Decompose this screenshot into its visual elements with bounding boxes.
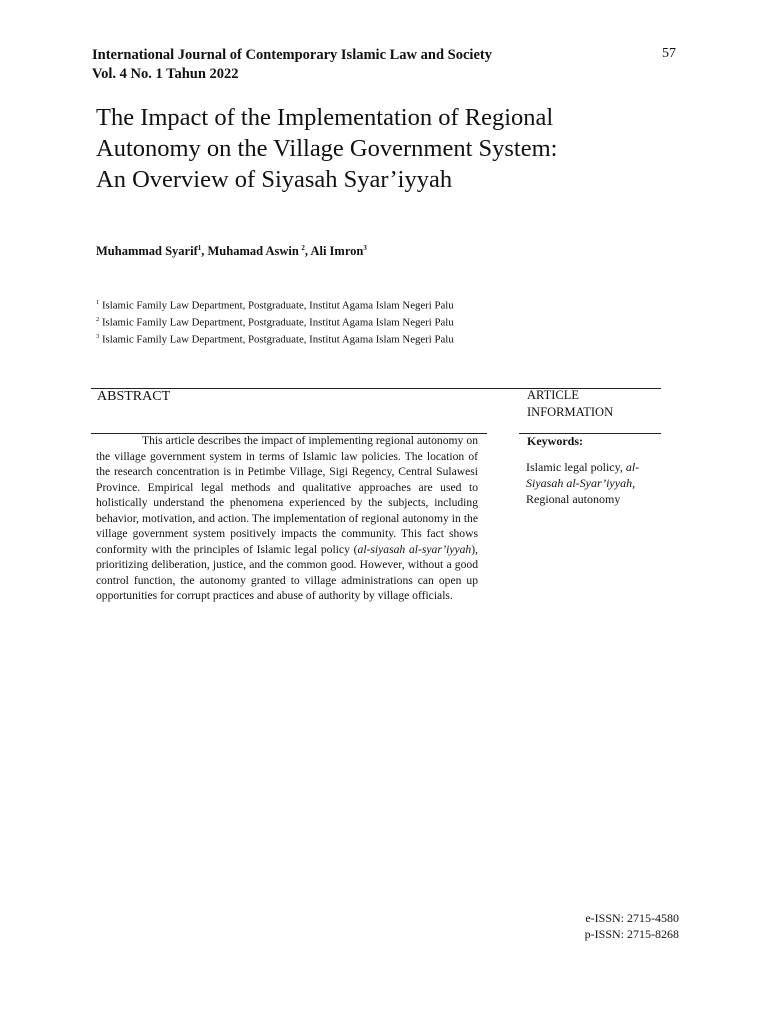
author-separator: , xyxy=(304,244,311,259)
abstract-body xyxy=(96,433,478,604)
affiliation xyxy=(96,330,454,347)
title-line: An Overview of Siyasah Syar’iyyah xyxy=(96,166,453,193)
keywords-label: Keywords: xyxy=(527,434,583,448)
author-list xyxy=(96,244,367,259)
abstract-text: ), prioritizing deliberation, justice, and the common good. However, without a good control function, the autonomy granted to village administrations can open up opportunities for corrupt practices and abuse of authority by village officials. xyxy=(96,542,478,602)
affiliation xyxy=(96,296,454,313)
author-name: Ali Imron xyxy=(310,244,364,259)
journal-header xyxy=(92,46,492,84)
affiliation-list xyxy=(96,296,454,347)
author-affil-mark: 1 xyxy=(197,244,202,252)
affiliation-mark: 3 xyxy=(96,333,100,341)
pissn: p-ISSN: 2715-8268 xyxy=(584,927,679,941)
eissn: e-ISSN: 2715-4580 xyxy=(585,911,679,925)
affiliation-text: Islamic Family Law Department, Postgraduate, Institut Agama Islam Negeri Palu xyxy=(101,316,454,329)
keywords-list xyxy=(526,459,662,507)
keyword-italic: al-Siyasah al-Syar’iyyah, xyxy=(526,460,640,490)
author-affil-mark: 3 xyxy=(363,244,367,252)
affiliation-text: Islamic Family Law Department, Postgraduate, Institut Agama Islam Negeri Palu xyxy=(101,299,454,312)
page-number: 57 xyxy=(662,46,676,61)
keyword: Islamic legal policy, xyxy=(526,460,626,474)
paper-title xyxy=(96,102,696,195)
affiliation-text: Islamic Family Law Department, Postgraduate, Institut Agama Islam Negeri Palu xyxy=(101,333,454,346)
abstract-italic-term: al-siyasah al-syar’iyyah xyxy=(357,542,472,556)
affiliation-mark: 2 xyxy=(96,316,100,324)
issn-block xyxy=(585,910,679,942)
abstract-text: This article describes the impact of implementing regional autonomy on the village government system in terms of Islamic law policies. The location of the research concentration is in Petimbe Village, Sigi Regency, Central Sulawesi Province. Empirical legal methods and qualitative approaches are used to holistically understand the phenomena experienced by the subjects, including behavior, motivation, and action. The implementation of regional autonomy in the village government system positively impacts the community. This fact shows conformity with the principles of Islamic legal policy ( xyxy=(96,434,478,556)
article-info-heading xyxy=(527,387,613,421)
affiliation-mark: 1 xyxy=(96,299,100,306)
author-affil-mark: 2 xyxy=(301,244,305,252)
article-info-heading-line: INFORMATION xyxy=(527,405,614,419)
journal-name: International Journal of Contemporary Islamic Law and Society xyxy=(92,47,492,63)
journal-volume: Vol. 4 No. 1 Tahun 2022 xyxy=(92,66,239,82)
article-info-heading-line: ARTICLE xyxy=(527,388,580,402)
abstract-paragraph xyxy=(96,433,478,604)
title-line: The Impact of the Implementation of Regional xyxy=(96,104,554,131)
abstract-heading: ABSTRACT xyxy=(97,389,171,404)
author-name: Muhammad Syarif xyxy=(96,244,198,259)
author-separator: , xyxy=(201,244,208,259)
keyword: Regional autonomy xyxy=(526,492,621,506)
affiliation xyxy=(96,313,454,330)
title-line: Autonomy on the Village Government System: xyxy=(96,135,558,162)
author-name: Muhamad Aswin xyxy=(207,244,299,259)
